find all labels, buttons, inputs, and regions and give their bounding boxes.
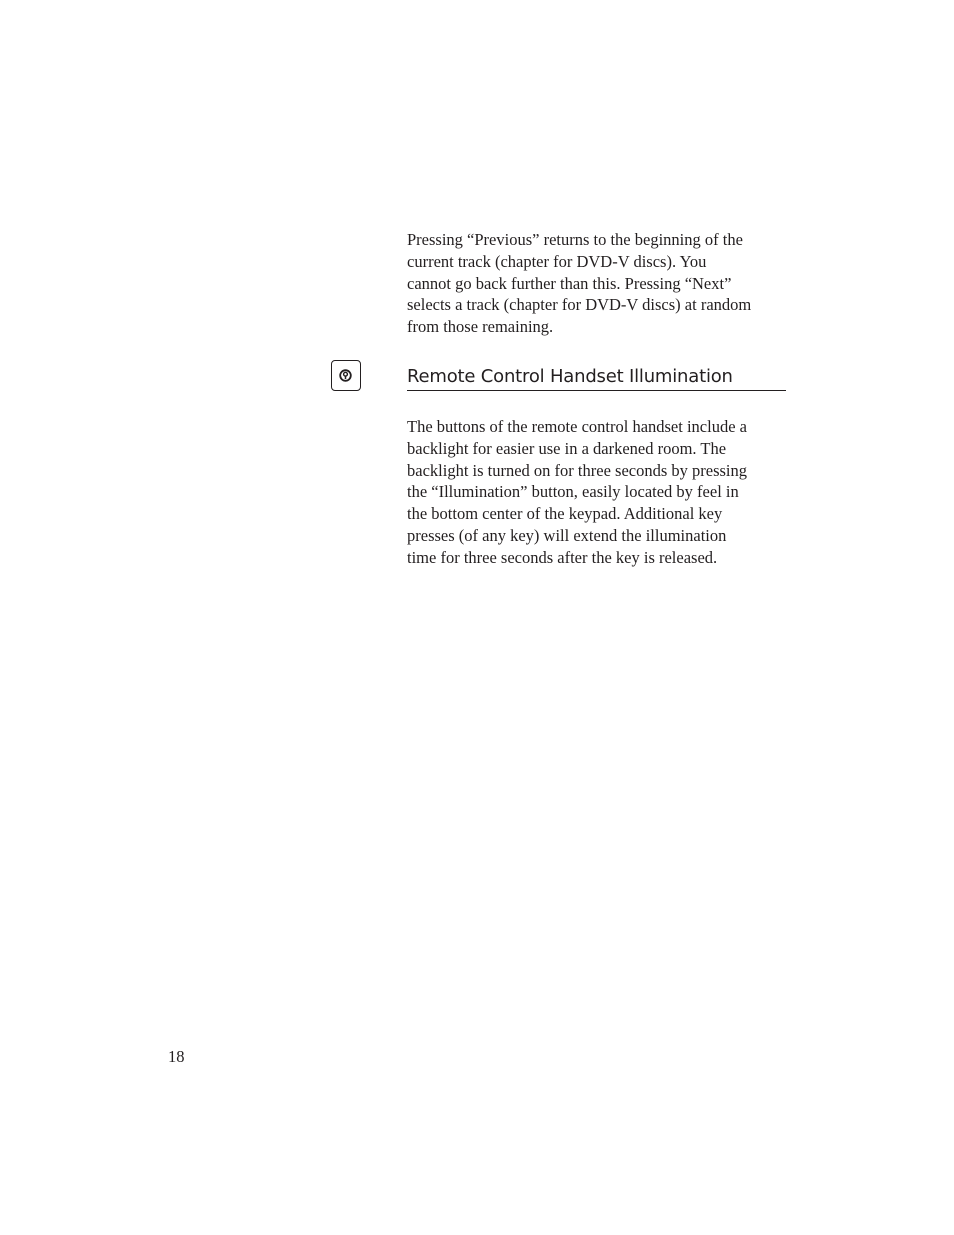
paragraph-line: backlight for easier use in a darkened room. The [407, 438, 727, 458]
paragraph-line: presses (of any key) will extend the illumination [407, 525, 727, 545]
illumination-key-icon [331, 360, 361, 391]
page-number: 18 [168, 1047, 185, 1066]
paragraph-line: Pressing “Previous” returns to the beginning of the [407, 230, 743, 249]
intro-paragraph [407, 229, 787, 338]
paragraph-line: The buttons of the remote control handset include a [407, 417, 747, 436]
paragraph-line: backlight is turned on for three seconds by pressing [407, 460, 748, 480]
illumination-paragraph [407, 416, 787, 569]
paragraph-line: cannot go back further than this. Pressing “Next” [407, 273, 732, 293]
paragraph-line: time for three seconds after the key is released. [407, 547, 718, 567]
section-heading: Remote Control Handset Illumination [407, 364, 786, 391]
paragraph-line: current track (chapter for DVD-V discs). You [407, 251, 707, 271]
paragraph-line: from those remaining. [407, 317, 554, 337]
paragraph-line: selects a track (chapter for DVD-V discs) at random [407, 295, 752, 315]
paragraph-line: the bottom center of the keypad. Additional key [407, 504, 723, 524]
paragraph-line: the “Illumination” button, easily located by feel in [407, 482, 739, 502]
